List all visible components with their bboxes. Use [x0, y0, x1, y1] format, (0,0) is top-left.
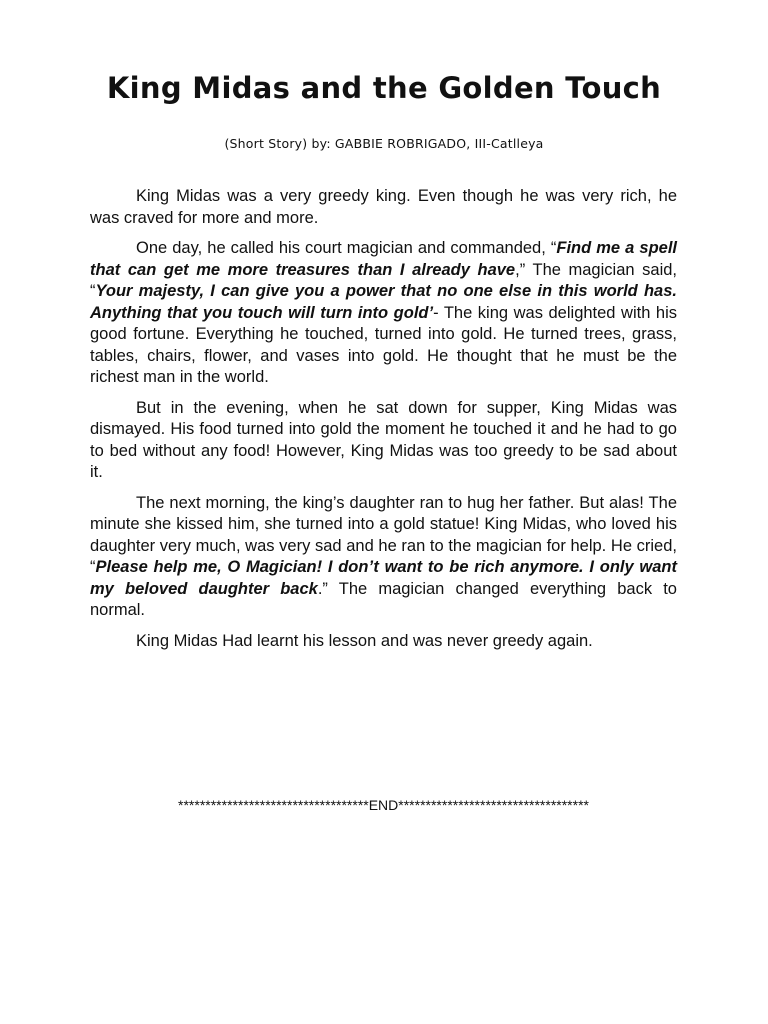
paragraph-1 [90, 186, 677, 229]
story-byline: (Short Story) by: GABBIE ROBRIGADO, III-Catlleya [224, 136, 544, 151]
paragraph-1-text: King Midas was a very greedy king. Even though he was very rich, he was craved for more and more. [90, 187, 677, 227]
paragraph-3-text: But in the evening, when he sat down for supper, King Midas was dismayed. His food turned into gold the moment he touched it and he had to go to bed without any food! However, King Midas was too greedy to be sad about it. [90, 398, 677, 481]
story-body [90, 186, 677, 661]
paragraph-2-text-b: ,” The magician said, “ [90, 260, 677, 300]
paragraph-2-text-a: One day, he called his court magician and commanded, “ [136, 239, 557, 257]
magician-reply-quote: Your majesty, I can give you a power that no one else in this world has. Anything that you touch will turn into gold’ [90, 282, 677, 322]
story-title: King Midas and the Golden Touch [106, 71, 662, 105]
king-plea-quote: Please help me, O Magician! I don’t want to be rich anymore. I only want my beloved daughter back [90, 558, 677, 598]
paragraph-5 [90, 631, 677, 653]
paragraph-2-text-c: - The king was delighted with his good fortune. Everything he touched, turned into gold. He turned trees, grass, tables, chairs, flower, and vases into gold. He thought that he must be the richest man in the world. [90, 303, 678, 386]
paragraph-4-text-b: .” The magician changed everything back to normal. [90, 579, 677, 619]
paragraph-3 [90, 398, 677, 484]
magician-command-quote: Find me a spell that can get me more treasures than I already have [90, 239, 677, 279]
paragraph-5-text: King Midas Had learnt his lesson and was never greedy again. [136, 631, 593, 650]
paragraph-4-text-a: The next morning, the king’s daughter ran to hug her father. But alas! The minute she kissed him, she turned into a gold statue! King Midas, who loved his daughter very much, was very sad and he ran to the magician for help. He cried, “ [90, 493, 677, 576]
end-marker: ***********************************END*********************************** [178, 797, 589, 813]
paragraph-2 [90, 238, 677, 389]
paragraph-4 [90, 493, 677, 622]
